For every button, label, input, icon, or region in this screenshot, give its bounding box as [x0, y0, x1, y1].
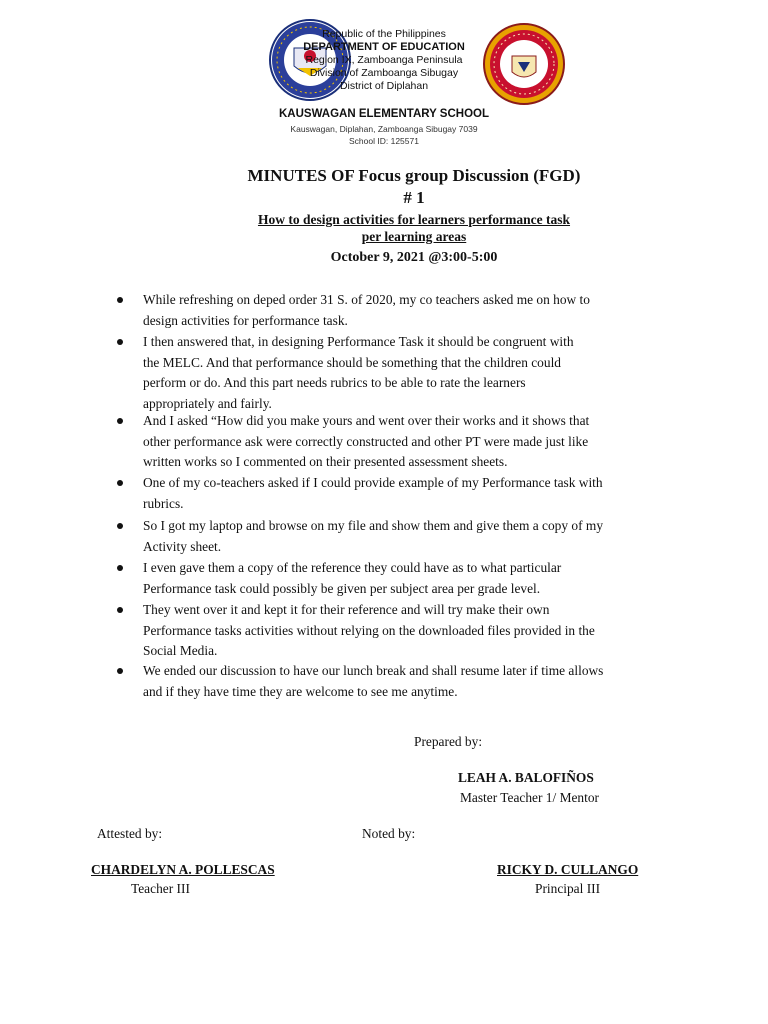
- prepared-label: Prepared by:: [414, 734, 483, 749]
- list-item-line: Performance task could possibly be given per subject area per grade level.: [143, 580, 541, 596]
- list-item-line: I even gave them a copy of the reference they could have as to what particular: [143, 560, 562, 575]
- list-item: [143, 600, 673, 662]
- list-item-line: So I got my laptop and browse on my file and show them and give them a copy of my: [143, 518, 604, 533]
- noted-label: Noted by:: [362, 826, 416, 841]
- list-item-line: And I asked “How did you make yours and went over their works and it shows that: [143, 413, 590, 428]
- subtitle-line-1: How to design activities for learners performance task: [257, 212, 571, 227]
- document-title: MINUTES OF Focus group Discussion (FGD): [247, 166, 581, 185]
- header-line-district: District of Diplahan: [339, 80, 429, 92]
- list-item-line: other performance ask were correctly constructed and other PT were made just like: [143, 433, 589, 449]
- prepared-name: LEAH A. BALOFIÑOS: [458, 770, 594, 785]
- list-item: [143, 473, 673, 514]
- attested-name: CHARDELYN A. POLLESCAS: [91, 862, 275, 877]
- list-item-line: the MELC. And that performance should be something that the children could: [143, 354, 561, 370]
- list-item: [143, 661, 673, 702]
- list-item-line: Activity sheet.: [143, 538, 222, 554]
- list-item: [143, 332, 673, 414]
- meeting-date: October 9, 2021 @3:00-5:00: [330, 250, 498, 265]
- list-item-line: written works so I commented on their presented assessment sheets.: [143, 454, 508, 469]
- bullet-dot-icon: [117, 565, 123, 571]
- list-item-line: rubrics.: [143, 495, 184, 511]
- school-name: KAUSWAGAN ELEMENTARY SCHOOL: [279, 108, 489, 120]
- subtitle-line-2: per learning areas: [361, 229, 467, 244]
- list-item-line: While refreshing on deped order 31 S. of 2020, my co teachers asked me on how to: [143, 292, 590, 307]
- list-item-line: appropriately and fairly.: [143, 395, 272, 411]
- list-item: [143, 516, 673, 557]
- header-line-department: DEPARTMENT OF EDUCATION: [303, 41, 465, 53]
- list-item: [143, 411, 673, 473]
- school-seal: [482, 22, 566, 106]
- list-item-line: We ended our discussion to have our lunch break and shall resume later if time allows: [143, 663, 604, 678]
- list-item-line: One of my co-teachers asked if I could provide example of my Performance task with: [143, 475, 603, 490]
- list-item-line: Performance tasks activities without relying on the downloaded files provided in the: [143, 622, 595, 638]
- noted-title: Principal III: [535, 881, 601, 896]
- school-id: School ID: 125571: [349, 136, 419, 146]
- list-item-line: Social Media.: [143, 643, 218, 658]
- bullet-dot-icon: [117, 607, 123, 613]
- header-line-division: Division of Zamboanga Sibugay: [309, 67, 459, 79]
- bullet-dot-icon: [117, 480, 123, 486]
- list-item-line: perform or do. And this part needs rubrics to be able to rate the learners: [143, 375, 526, 390]
- attested-label: Attested by:: [97, 826, 163, 841]
- attested-title: Teacher III: [131, 881, 190, 896]
- header-line-republic: Republic of the Philippines: [322, 28, 446, 40]
- bullet-dot-icon: [117, 297, 123, 303]
- prepared-title: Master Teacher 1/ Mentor: [460, 790, 599, 805]
- bullet-dot-icon: [117, 418, 123, 424]
- bullet-dot-icon: [117, 668, 123, 674]
- list-item-line: design activities for performance task.: [143, 312, 348, 328]
- list-item-line: I then answered that, in designing Performance Task it should be congruent with: [143, 334, 574, 349]
- list-item: [143, 290, 673, 331]
- header-line-region: Region IX, Zamboanga Peninsula: [305, 54, 463, 66]
- list-item-line: They went over it and kept it for their reference and will try make their own: [143, 602, 550, 617]
- school-address: Kauswagan, Diplahan, Zamboanga Sibugay 7039: [290, 124, 478, 134]
- bullet-dot-icon: [117, 523, 123, 529]
- noted-name: RICKY D. CULLANGO: [497, 862, 639, 877]
- document-number: # 1: [403, 188, 425, 207]
- list-item-line: and if they have time they are welcome to see me anytime.: [143, 683, 458, 699]
- bullet-dot-icon: [117, 339, 123, 345]
- list-item: [143, 558, 673, 599]
